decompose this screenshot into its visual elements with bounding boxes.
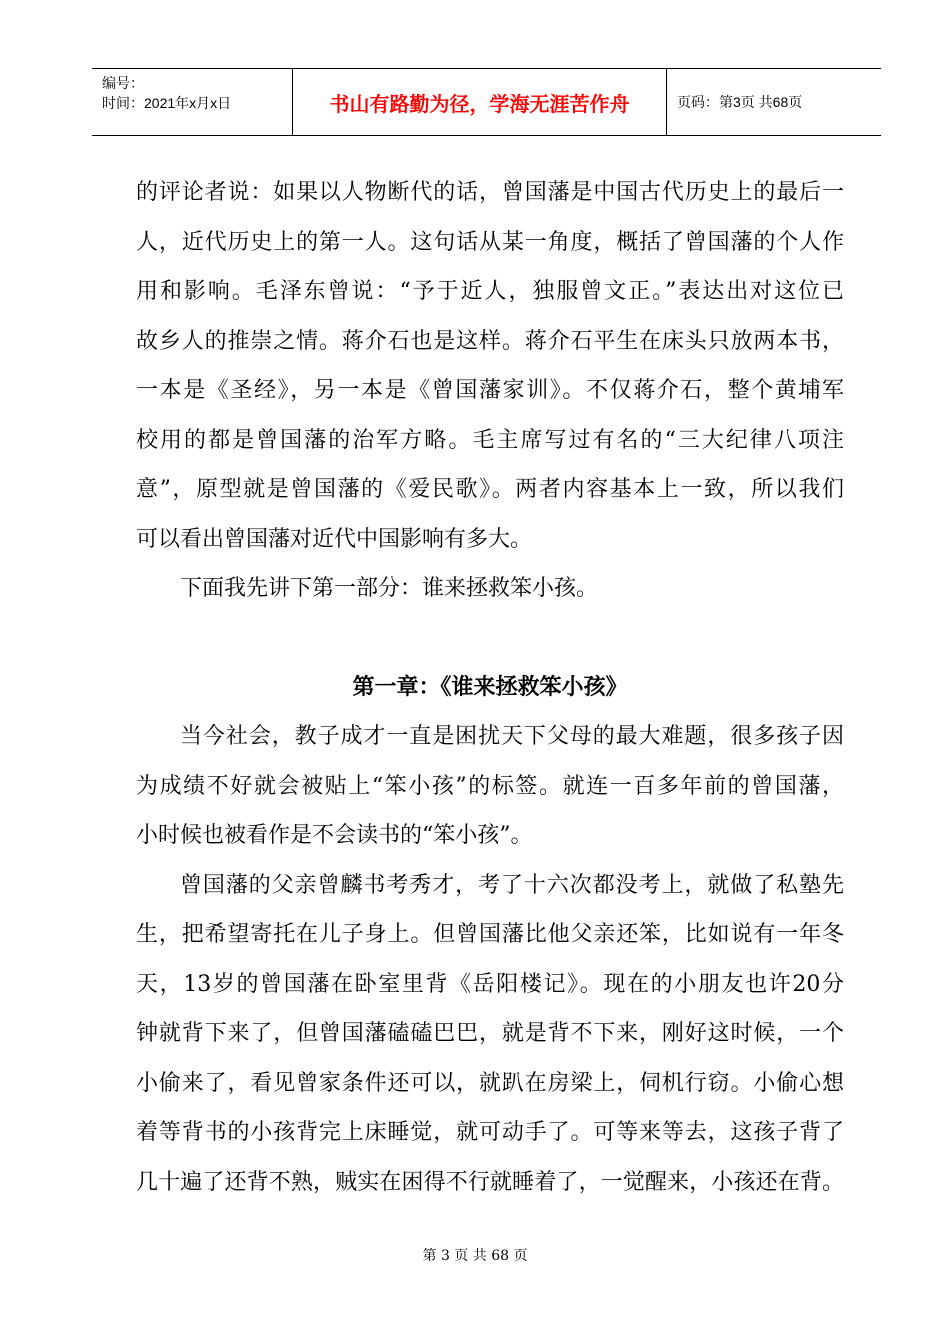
chapter-title: 第一章：《谁来拯救笨小孩》 — [352, 674, 628, 700]
header-meta — [92, 69, 293, 135]
text-line: 几十遍了还背不熟，贼实在困得不行就睡着了，一觉醒来，小孩还在背。 — [136, 1169, 844, 1195]
paragraph-1 — [136, 168, 844, 564]
text-line: 曾国藩的父亲曾麟书考秀才，考了十六次都没考上，就做了私塾先 — [180, 872, 844, 898]
text-line: 可以看出曾国藩对近代中国影响有多大。 — [136, 526, 533, 552]
text-line: 校用的都是曾国藩的治军方略。毛主席写过有名的“三大纪律八项注 — [136, 427, 844, 453]
paragraph-4 — [136, 861, 844, 1208]
page-footer: 第 3 页 共 68 页 — [422, 1248, 528, 1264]
text-line: 钟就背下来了，但曾国藩磕磕巴巴，就是背不下来，刚好这时候，一个 — [136, 1021, 844, 1046]
paragraph-2: 下面我先讲下第一部分：谁来拯救笨小孩。 — [180, 576, 599, 601]
time-label: 时间：2021年x月x日 — [102, 95, 232, 111]
document-body — [136, 168, 844, 1207]
text-line: 当今社会，教子成才一直是困扰天下父母的最大难题，很多孩子因 — [180, 724, 844, 749]
header-page-info: 页码：第3页 共68页 — [677, 94, 803, 110]
text-line: 一本是《圣经》，另一本是《曾国藩家训》。不仅蒋介石，整个黄埔军 — [136, 378, 844, 403]
text-line: 意”，原型就是曾国藩的《爱民歌》。两者内容基本上一致，所以我们 — [136, 477, 844, 502]
text-line: 人，近代历史上的第一人。这句话从某一角度，概括了曾国藩的个人作 — [136, 229, 844, 255]
text-line: 小偷来了，看见曾家条件还可以，就趴在房梁上，伺机行窃。小偷心想 — [136, 1070, 844, 1096]
page-header — [92, 68, 881, 136]
section-gap — [136, 614, 844, 663]
text-line: 的评论者说：如果以人物断代的话，曾国藩是中国古代历史上的最后一 — [136, 180, 844, 205]
text-line: 着等背书的小孩背完上床睡觉，就可动手了。可等来等去，这孩子背了 — [136, 1120, 844, 1145]
text-line: 故乡人的推崇之情。蒋介石也是这样。蒋介石平生在床头只放两本书， — [136, 328, 844, 354]
text-line: 生，把希望寄托在儿子身上。但曾国藩比他父亲还笨，比如说有一年冬 — [136, 922, 844, 947]
paragraph-3 — [136, 712, 844, 861]
header-motto: 书山有路勤为径，学海无涯苦作舟 — [293, 69, 667, 135]
serial-label: 编号： — [102, 75, 144, 91]
text-line: 天，13岁的曾国藩在卧室里背《岳阳楼记》。现在的小朋友也许20分 — [136, 971, 844, 997]
text-line: 小时候也被看作是不会读书的“笨小孩”。 — [136, 823, 533, 848]
text-line: 为成绩不好就会被贴上“笨小孩”的标签。就连一百多年前的曾国藩， — [136, 773, 844, 799]
text-line: 用和影响。毛泽东曾说：“予于近人，独服曾文正。”表达出对这位已 — [136, 279, 844, 304]
